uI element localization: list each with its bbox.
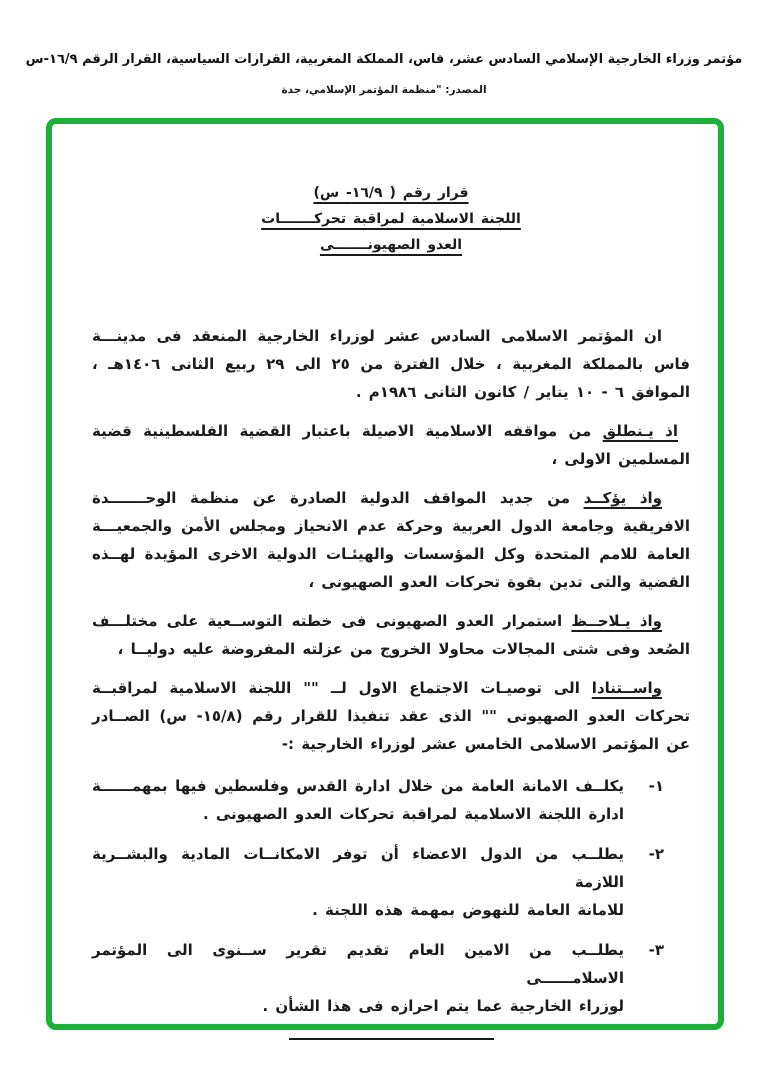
para-session-line-2: فاس بالمملكة المغربية ، خلال الفترة من ٢٥ الى ٢٩ ربيع الثانى ١٤٠٦هـ ، xyxy=(92,355,690,373)
decision-item-1-number: ١- xyxy=(648,777,664,795)
para-premise-line-2: المسلمين الاولى ، xyxy=(551,450,690,468)
para-observe-line-1: استمرار العدو الصهيونى فى خطته التوســعية على مختلـــف xyxy=(92,612,572,630)
highlight-frame xyxy=(46,118,724,1030)
decision-item-3 xyxy=(92,936,690,1020)
para-session xyxy=(92,322,690,406)
para-reaffirm-line-3: العامة للامم المتحدة وكل المؤسسات والهيئـات الدولية الاخرى المؤيدة لهــذه xyxy=(92,545,690,563)
para-observe xyxy=(92,607,690,663)
resolution-subject-line-1: اللجنة الاسلامية لمراقبة تحركـــــــات xyxy=(261,211,521,227)
para-observe-lead: واذ يـلاحــظ xyxy=(571,612,662,630)
para-pursuant xyxy=(92,674,690,758)
para-reaffirm-line-2: الافريقية وجامعة الدول العربية وحركة عدم الانحياز ومجلس الأمن والجمعيـــة xyxy=(92,517,690,535)
decision-item-1-line-1: يكلــف الامانة العامة من خلال ادارة القدس وفلسطين فيها بمهمــــــة xyxy=(92,777,624,795)
decision-item-2-line-1: يطلــب من الدول الاعضاء أن توفر الامكانــات المادية والبشــرية اللازمة xyxy=(92,845,624,891)
para-premise-lead: اذ يـنطلق xyxy=(602,422,678,440)
decision-item-3-line-1: يطلــب من الامين العام تقديم تقرير ســنوى الى المؤتمر الاسلامــــــى xyxy=(92,941,624,987)
para-pursuant-line-3: عن المؤتمر الاسلامى الخامس عشر لوزراء الخارجية :- xyxy=(281,735,690,753)
resolution-subject-line-2: العدو الصهيونـــــــى xyxy=(319,237,463,253)
para-session-line-3: الموافق ٦ - ١٠ يناير / كانون الثانى ١٩٨٦م . xyxy=(355,383,690,401)
para-reaffirm xyxy=(92,484,690,596)
document-source-line: المصدر: "منظمة المؤتمر الإسلامي، جدة xyxy=(281,84,487,96)
para-premise xyxy=(92,417,690,473)
para-pursuant-line-2: تحركات العدو الصهيونى "" الذى عقد تنفيذا للقرار رقم (١٥/٨- س) الصــادر xyxy=(92,707,691,725)
resolution-title xyxy=(92,180,690,258)
para-observe-line-2: الصُعد وفى شتى المجالات محاولا الخروج من عزلته المفروضة عليه دوليــا ، xyxy=(117,640,690,658)
para-pursuant-lead: واســتنادا xyxy=(591,679,662,697)
para-pursuant-line-1: الى توصيـات الاجتماع الاول لــ "" اللجنة الاسلامية لمراقبــة xyxy=(92,679,592,697)
decision-item-3-number: ٣- xyxy=(648,941,664,959)
decision-item-2 xyxy=(92,840,690,924)
decision-item-2-line-2: للامانة العامة للنهوض بمهمة هذه اللجنة . xyxy=(312,901,624,919)
para-reaffirm-line-1: من جديد المواقف الدولية الصادرة عن منظمة الوحـــــــدة xyxy=(92,489,584,507)
document-body xyxy=(52,124,718,1024)
document-header-line: مؤتمر وزراء الخارجية الإسلامي السادس عشر، فاس، المملكة المغربية، القرارات السياسية، القرار الرقم ١٦/٩-س xyxy=(25,52,743,67)
para-reaffirm-lead: واذ يؤكــد xyxy=(583,489,662,507)
para-premise-line-1: من مواقفه الاسلامية الاصيلة باعتبار القضية الفلسطينية قضية xyxy=(92,422,603,440)
para-reaffirm-line-4: القضية والتى تدين بقوة تحركات العدو الصهيونى ، xyxy=(308,573,690,591)
decision-item-3-line-2: لوزراء الخارجية عما يتم احرازه فى هذا الشأن . xyxy=(262,997,624,1015)
para-session-line-1: ان المؤتمر الاسلامى السادس عشر لوزراء الخارجية المنعقد فى مدينـــة xyxy=(92,327,662,345)
resolution-number: قرار رقم ( ١٦/٩- س) xyxy=(313,185,469,201)
end-rule xyxy=(289,1038,494,1040)
decision-item-1 xyxy=(92,772,690,828)
decision-item-2-number: ٢- xyxy=(648,845,664,863)
decision-item-1-line-2: ادارة اللجنة الاسلامية لمراقبة تحركات العدو الصهيونى . xyxy=(202,805,624,823)
decision-list xyxy=(92,772,690,1020)
